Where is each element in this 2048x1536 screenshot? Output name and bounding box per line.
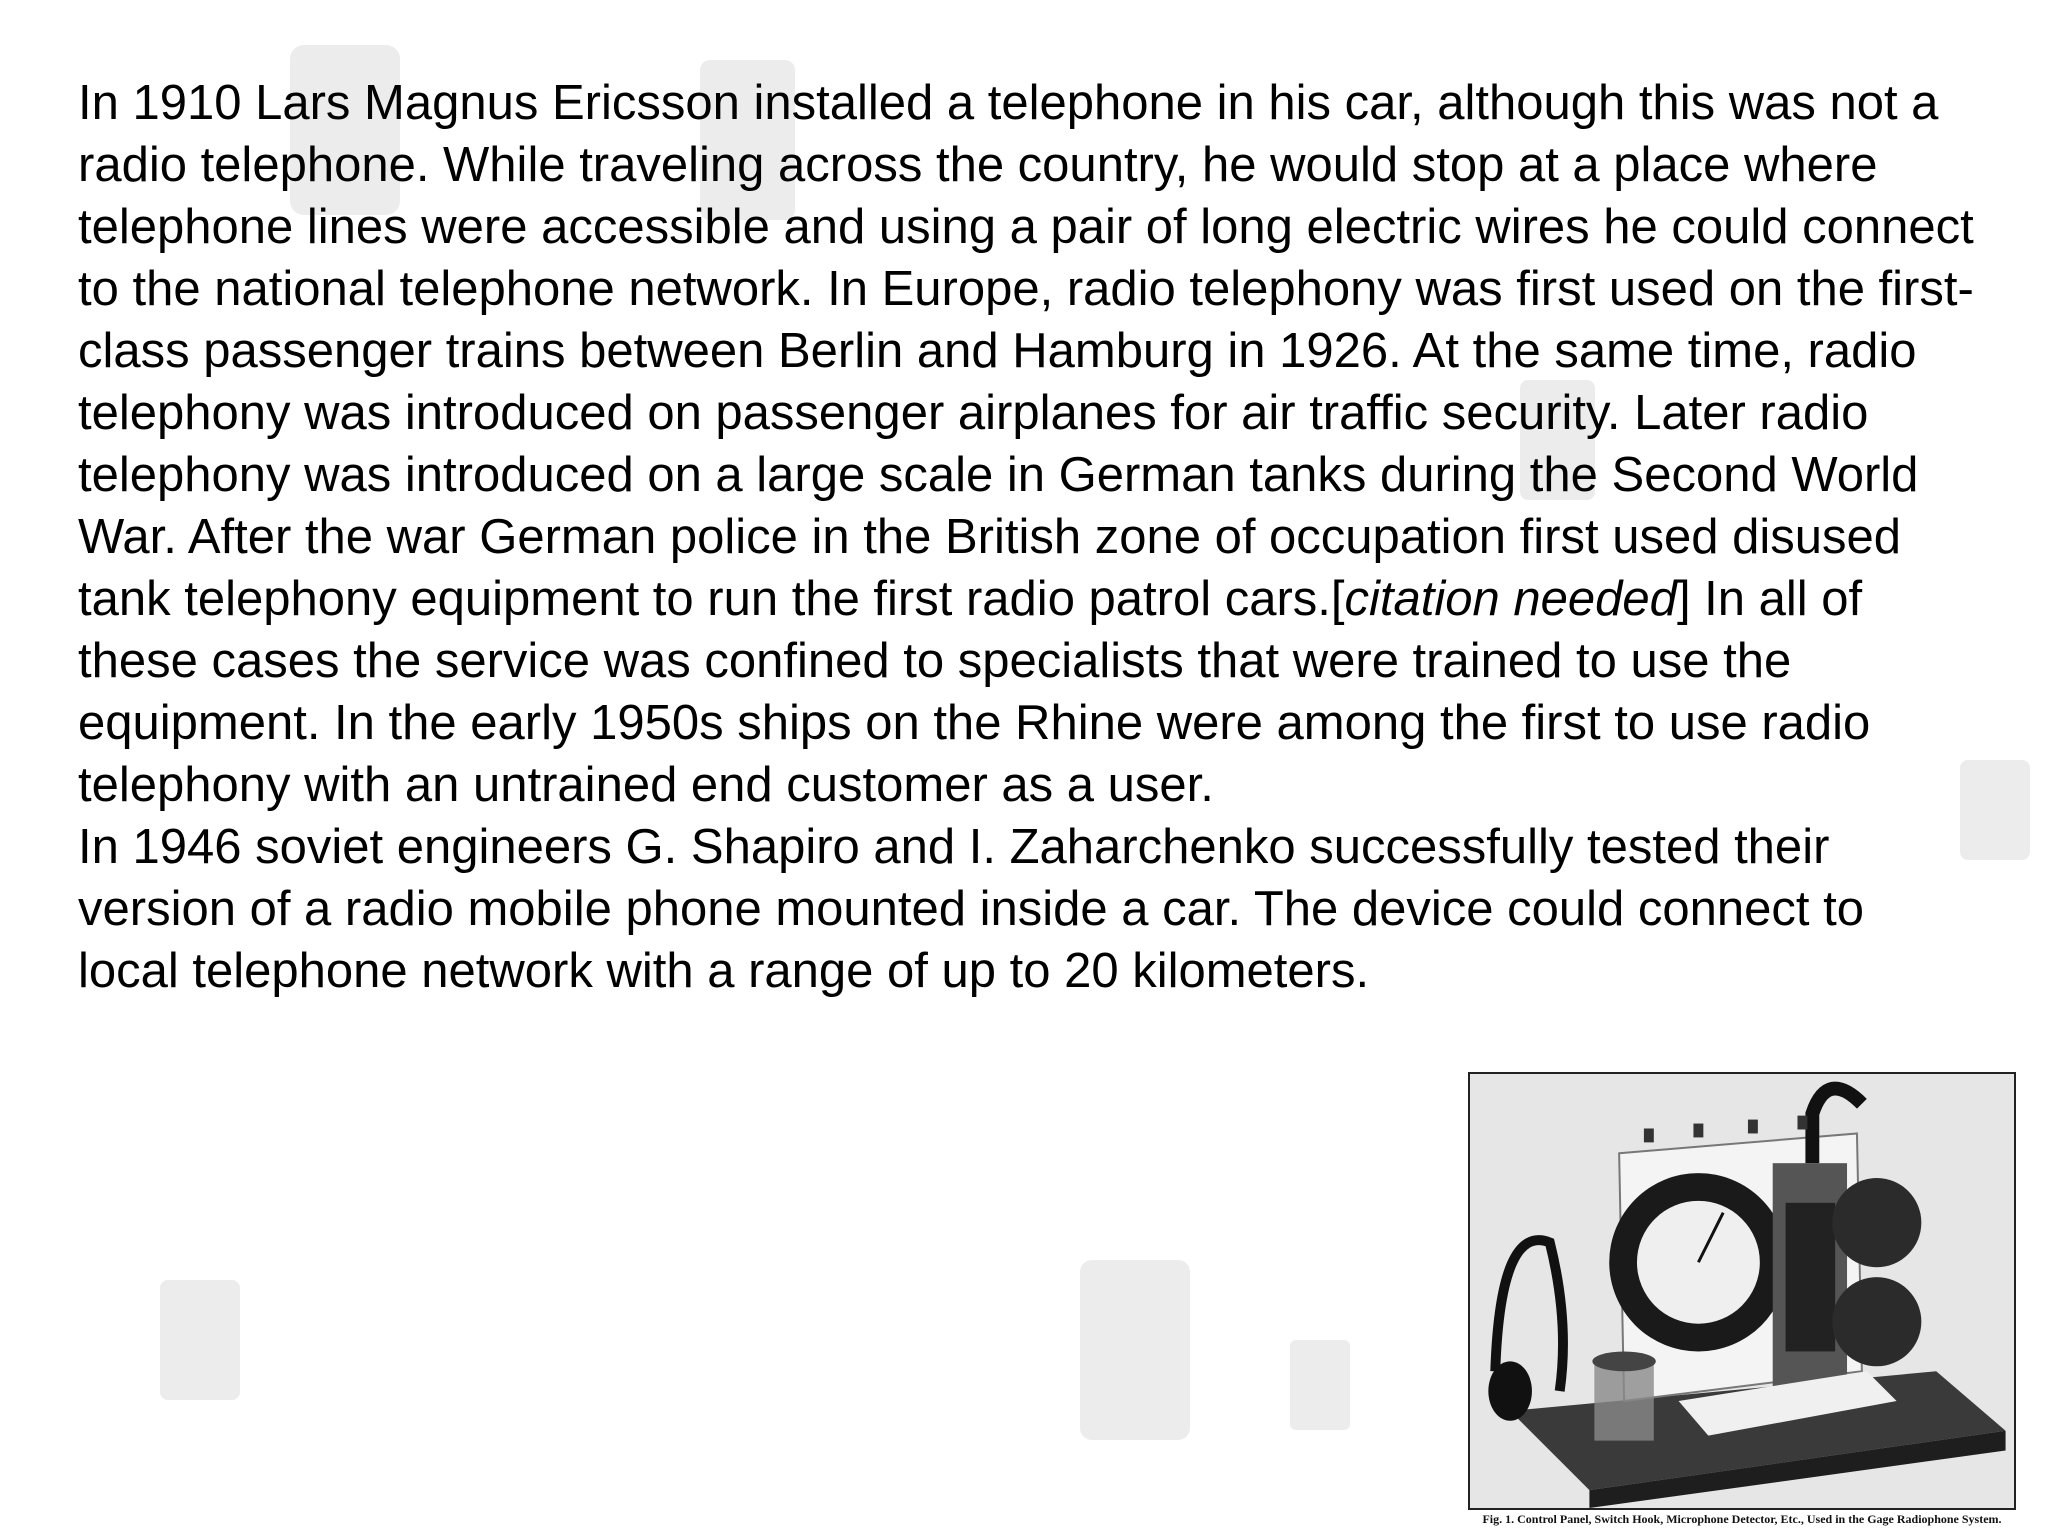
- paragraph-1-text-continued: ] In all of these cases the service was confined to specialists that were trained to use the equipment. In the early 1950s ships on the Rhine were among the first to use radio telephony with an untrained end customer as a user.: [78, 572, 1871, 812]
- citation-needed-note: citation needed: [1344, 572, 1677, 626]
- paragraph-2: [78, 816, 1978, 1002]
- paragraph-2-text: In 1946 soviet engineers G. Shapiro and I. Zaharchenko successfully tested their version of a radio mobile phone mounted inside a car. The device could connect to local telephone network with a range of up to 20 kilometers.: [78, 820, 1864, 998]
- radiophone-apparatus-image: [1470, 1074, 2014, 1508]
- paragraph-1-text: In 1910 Lars Magnus Ericsson installed a telephone in his car, although this was not a radio telephone. While traveling across the country, he would stop at a place where telephone lines were accessible and using a pair of long electric wires he could connect to the national telephone network. In Europe, radio telephony was first used on the first-class passenger trains between Berlin and Hamburg in 1926. At the same time, radio telephony was introduced on passenger airplanes for air traffic security. Later radio telephony was introduced on a large scale in German tanks during the Second World War. After the war German police in the British zone of occupation first used disused tank telephony equipment to run the first radio patrol cars.[: [78, 76, 1974, 626]
- radiophone-photo: [1468, 1072, 2016, 1510]
- figure-caption: Fig. 1. Control Panel, Switch Hook, Microphone Detector, Etc., Used in the Gage Radiophone System.: [1482, 1512, 2002, 1526]
- paragraph-1: [78, 72, 1978, 816]
- article-body: [78, 72, 1978, 1002]
